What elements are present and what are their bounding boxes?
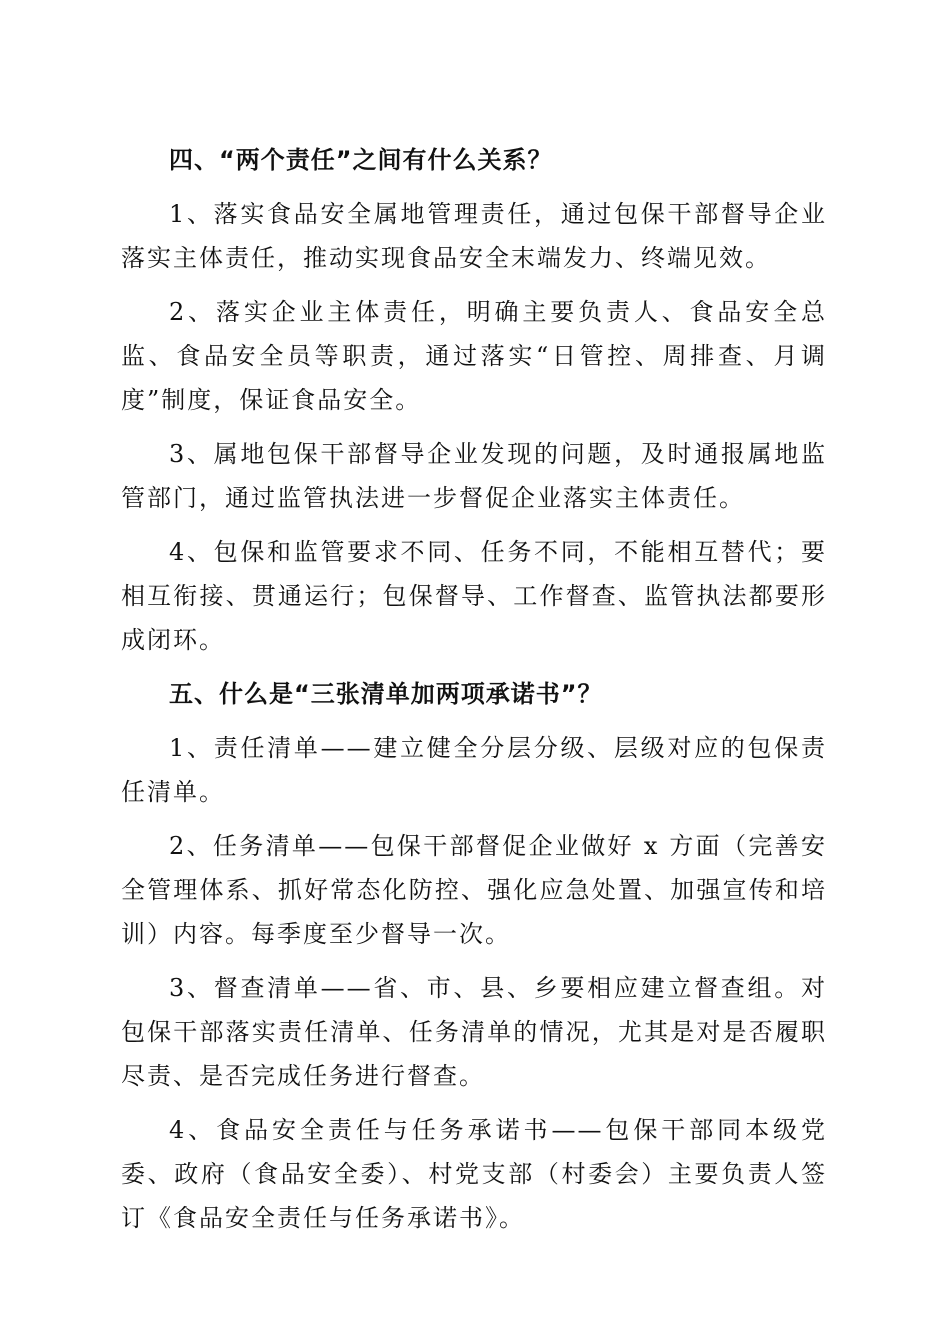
paragraph: 3、属地包保干部督导企业发现的问题，及时通报属地监管部门，通过监管执法进一步督促企业落实主体责任。 — [121, 440, 827, 512]
document-page — [121, 138, 827, 1250]
paragraph: 2、任务清单——包保干部督促企业做好 x 方面（完善安全管理体系、抓好常态化防控、强化应急处置、加强宣传和培训）内容。每季度至少督导一次。 — [121, 832, 827, 948]
section-relationship — [121, 138, 827, 662]
section-heading: 四、“两个责任”之间有什么关系？ — [169, 146, 553, 174]
paragraph: 4、食品安全责任与任务承诺书——包保干部同本级党委、政府（食品安全委）、村党支部（村委会）主要负责人签订《食品安全责任与任务承诺书》。 — [121, 1116, 827, 1232]
section-three-lists — [121, 672, 827, 1240]
paragraph: 2、落实企业主体责任，明确主要负责人、食品安全总监、食品安全员等职责，通过落实“日管控、周排查、月调度”制度，保证食品安全。 — [121, 298, 827, 414]
section-heading: 五、什么是“三张清单加两项承诺书”？ — [169, 680, 603, 708]
paragraph: 1、落实食品安全属地管理责任，通过包保干部督导企业落实主体责任，推动实现食品安全末端发力、终端见效。 — [121, 200, 827, 272]
paragraph: 1、责任清单——建立健全分层分级、层级对应的包保责任清单。 — [121, 734, 827, 806]
paragraph: 4、包保和监管要求不同、任务不同，不能相互替代；要相互衔接、贯通运行；包保督导、工作督查、监管执法都要形成闭环。 — [121, 538, 827, 654]
paragraph: 3、督查清单——省、市、县、乡要相应建立督查组。对包保干部落实责任清单、任务清单的情况，尤其是对是否履职尽责、是否完成任务进行督查。 — [121, 974, 827, 1090]
